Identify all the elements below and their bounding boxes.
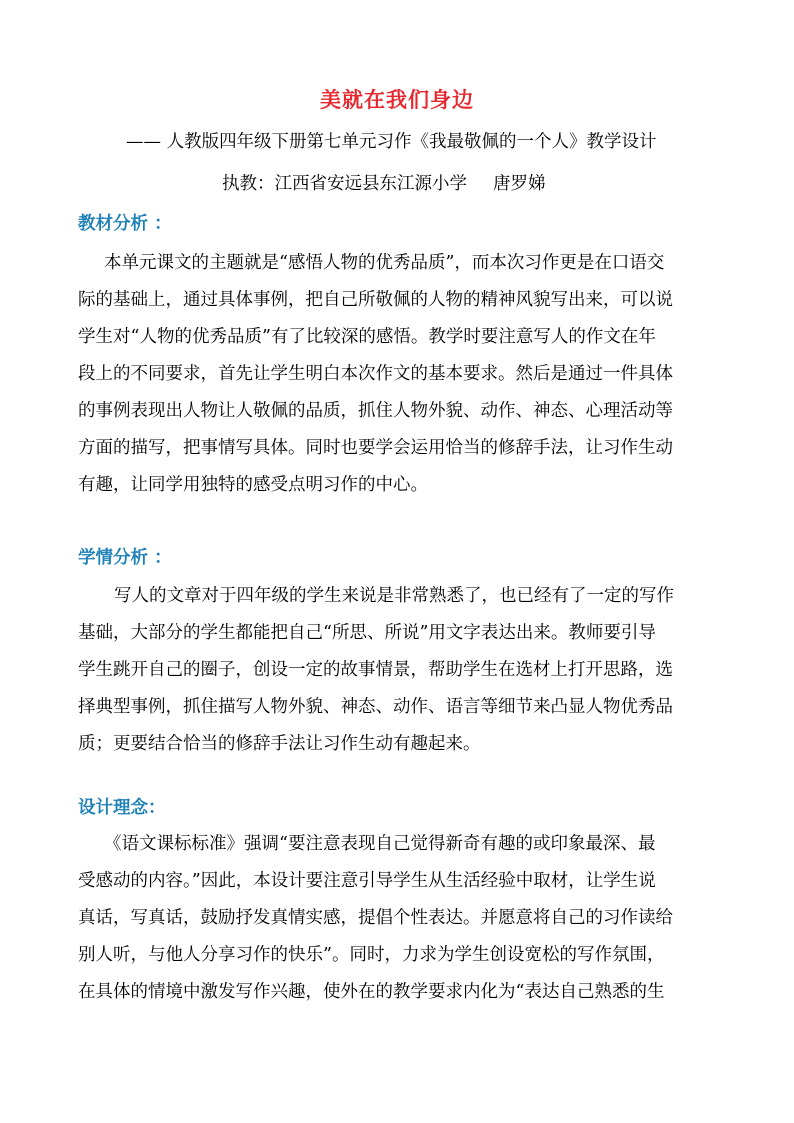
paragraph-student-analysis (78, 578, 714, 763)
paragraph-line: 《语文课标标准》强调“要注意表现自己觉得新奇有趣的或印象最深、最 (104, 834, 656, 854)
paragraph-line: 际的基础上，通过具体事例，把自己所敬佩的人物的精神风貌写出来，可以说 (78, 290, 673, 310)
paragraph-line: 别人听，与他人分享习作的快乐”。同时，力求为学生创设宽松的写作氛围， (78, 945, 665, 965)
paragraph-line: 真话，写真话，鼓励抒发真情实感，提倡个性表达。并愿意将自己的习作读给 (78, 908, 673, 928)
paragraph-line: 学生跳开自己的圈子，创设一定的故事情景，帮助学生在选材上打开思路，选 (78, 660, 673, 680)
heading-textbook-analysis: 教材分析 ： (78, 214, 172, 234)
heading-student-analysis: 学情分析 ： (78, 548, 172, 568)
paragraph-line: 的事例表现出人物让人敬佩的品质，抓住人物外貌、动作、神态、心理活动等 (78, 401, 673, 421)
paragraph-line: 方面的描写，把事情写具体。同时也要学会运用恰当的修辞手法，让习作生动 (78, 438, 673, 458)
paragraph-design-concept (78, 826, 714, 1011)
paragraph-line: 基础，大部分的学生都能把自己“所思、所说”用文字表达出来。教师要引导 (78, 623, 656, 643)
paragraph-line: 质；更要结合恰当的修辞手法让习作生动有趣起来。 (78, 734, 481, 754)
paragraph-line: 受感动的内容。”因此，本设计要注意引导学生从生活经验中取材，让学生说 (78, 871, 656, 891)
paragraph-line: 择典型事例，抓住描写人物外貌、神态、动作、语言等细节来凸显人物优秀品 (78, 697, 673, 717)
paragraph-line: 本单元课文的主题就是“感悟人物的优秀品质”，而本次习作更是在口语交 (104, 253, 665, 273)
author-school: 执教：江西省安远县东江源小学 (222, 174, 467, 194)
paragraph-line: 在具体的情境中激发写作兴趣，使外在的教学要求内化为“表达自己熟悉的生 (78, 982, 665, 1002)
paragraph-line: 段上的不同要求，首先让学生明白本次作文的基本要求。然后是通过一件具体 (78, 364, 673, 384)
author-line (222, 170, 546, 195)
paragraph-line: 有趣，让同学用独特的感受点明习作的中心。 (78, 475, 428, 495)
paragraph-line: 写人的文章对于四年级的学生来说是非常熟悉了，也已经有了一定的写作 (114, 586, 674, 606)
document-title: 美就在我们身边 (320, 87, 474, 112)
author-name: 唐罗娣 (493, 174, 546, 194)
document-subtitle: —— 人教版四年级下册第七单元习作《我最敬佩的一个人》教学设计 (126, 132, 657, 152)
heading-design-concept: 设计理念： (78, 798, 166, 818)
paragraph-line: 学生对“人物的优秀品质”有了比较深的感悟。教学时要注意写人的作文在年 (78, 327, 656, 347)
paragraph-textbook-analysis (78, 245, 714, 504)
